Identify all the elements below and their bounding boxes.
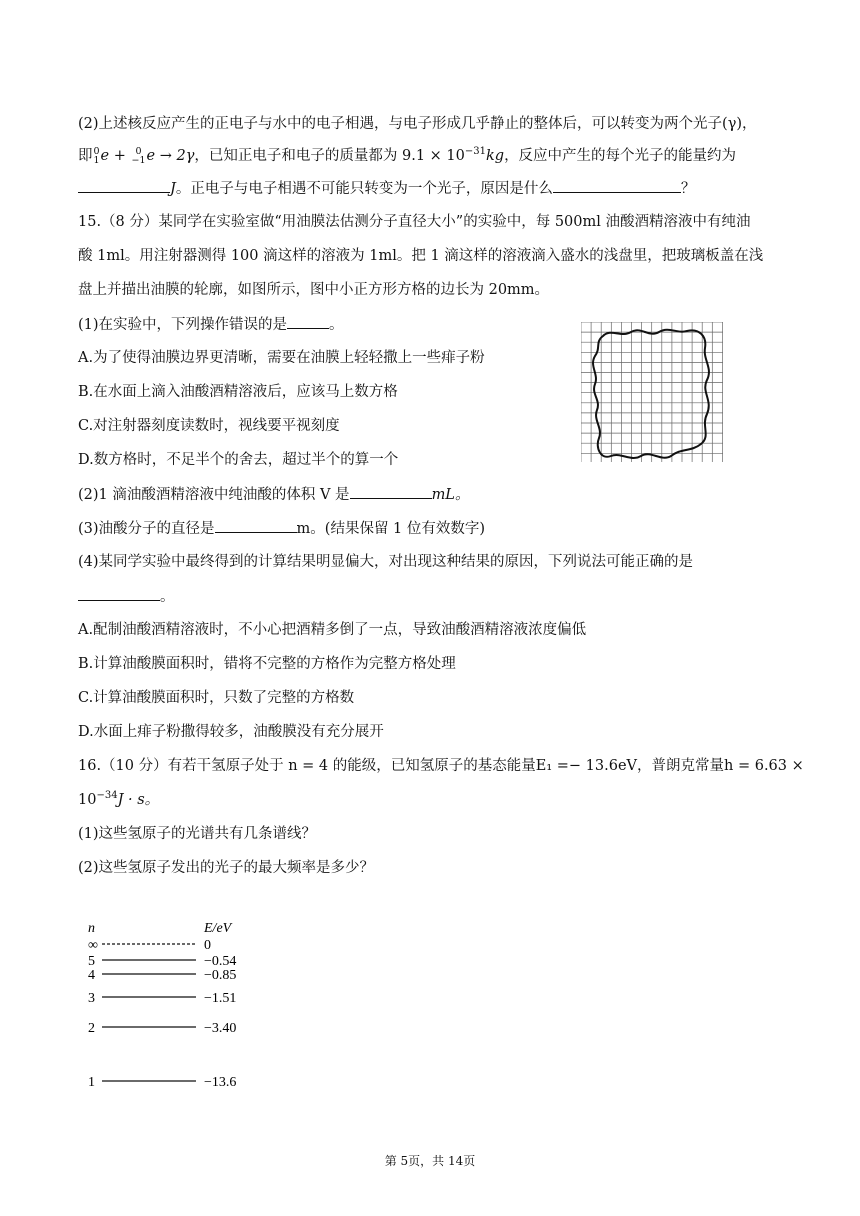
q15-part3: (3)油酸分子的直径是 m。(结果保留 1 位有效数字): [78, 518, 485, 539]
answer-blank[interactable]: [78, 586, 160, 601]
n-axis-header: n: [88, 921, 95, 936]
level-n-label: 1: [88, 1075, 95, 1090]
q15-option-c2: C.计算油酸膜面积时，只数了完整的方格数: [78, 690, 355, 706]
electron-symbol-indices: 0 −1: [131, 146, 146, 166]
q15-option-a2: A.配制油酸酒精溶液时，不小心把酒精多倒了一点，导致油酸酒精溶液浓度偏低: [78, 622, 587, 638]
level-energy-label: 0: [204, 938, 211, 953]
q14-part2-line1: (2)上述核反应产生的正电子与水中的电子相遇，与电子形成几乎静止的整体后，可以转变为两个光子(γ)，: [78, 116, 757, 132]
q15-stem-line2: 酸 1ml。用注射器测得 100 滴这样的溶液为 1ml。把 1 滴这样的溶液滴入盛水的浅盘里，把玻璃板盖在浅: [78, 248, 764, 264]
q15-option-c1: C.对注射器刻度读数时，视线要平视刻度: [78, 418, 340, 434]
level-n-label: 3: [88, 991, 95, 1006]
level-energy-label: −0.54: [204, 954, 237, 969]
oil-film-grid-figure: [581, 322, 723, 462]
level-energy-label: −1.51: [204, 991, 237, 1006]
q16-stem-line2: $10^{-34}J \cdot s$。: [78, 790, 160, 808]
page-footer: 第 5页，共 14页: [384, 1154, 476, 1168]
q15-part2: (2)1 滴油酸酒精溶液中纯油酸的体积 V 是 mL。: [78, 484, 469, 505]
level-energy-label: −13.6: [204, 1075, 237, 1090]
answer-blank[interactable]: [553, 178, 681, 193]
q16-part2: (2)这些氢原子发出的光子的最大频率是多少？: [78, 860, 375, 876]
q14-part2-line3: J。正电子与电子相遇不可能只转变为一个光子，原因是什么 ？: [78, 178, 695, 199]
answer-blank[interactable]: [287, 314, 329, 329]
hydrogen-energy-level-diagram: [82, 918, 262, 1093]
q15-option-b1: B.在水面上滴入油酸酒精溶液后，应该马上数方格: [78, 384, 398, 400]
energy-axis-header: E/eV: [204, 921, 232, 936]
q15-option-d2: D.水面上痱子粉撒得较多，油酸膜没有充分展开: [78, 724, 384, 740]
q16-stem-line1: 16.（10 分）有若干氢原子处于 n = 4 的能级，已知氢原子的基态能量E₁ =− 13.6eV，普朗克常量h = 6.63 ×: [78, 758, 804, 774]
q15-part1: (1)在实验中，下列操作错误的是 。: [78, 314, 344, 335]
q15-option-a1: A.为了使得油膜边界更清晰，需要在油膜上轻轻撒上一些痱子粉: [78, 350, 485, 366]
q16-part1: (1)这些氢原子的光谱共有几条谱线？: [78, 826, 317, 842]
level-n-label: 5: [88, 954, 95, 969]
q15-option-d1: D.数方格时，不足半个的舍去，超过半个的算一个: [78, 452, 399, 468]
positron-symbol-indices: 0 1: [93, 146, 100, 166]
answer-blank[interactable]: [215, 518, 297, 533]
oil-film-outline: [593, 330, 709, 458]
level-energy-label: −0.85: [204, 968, 237, 983]
level-n-label: ∞: [88, 938, 98, 953]
q15-stem-line3: 盘上并描出油膜的轮廓，如图所示，图中小正方形方格的边长为 20mm。: [78, 282, 550, 298]
q15-part4-answer: 。: [78, 586, 175, 607]
q15-part4: (4)某同学实验中最终得到的计算结果明显偏大，对出现这种结果的原因，下列说法可能正确的是: [78, 554, 694, 570]
q15-stem-line1: 15.（8 分）某同学在实验室做“用油膜法估测分子直径大小”的实验中，每 500ml 油酸酒精溶液中有纯油: [78, 214, 751, 230]
q14-part2-line2: 即 0 1 e + 0 −1 e → 2γ，已知正电子和电子的质量都为 $9.1 \times 10^{-31}kg$，反应中产生的每个光子的能量约为: [78, 146, 737, 166]
answer-blank[interactable]: [78, 178, 170, 193]
level-energy-label: −3.40: [204, 1021, 237, 1036]
q15-option-b2: B.计算油酸膜面积时，错将不完整的方格作为完整方格处理: [78, 656, 456, 672]
level-n-label: 2: [88, 1021, 95, 1036]
answer-blank[interactable]: [350, 484, 432, 499]
level-n-label: 4: [88, 968, 95, 983]
